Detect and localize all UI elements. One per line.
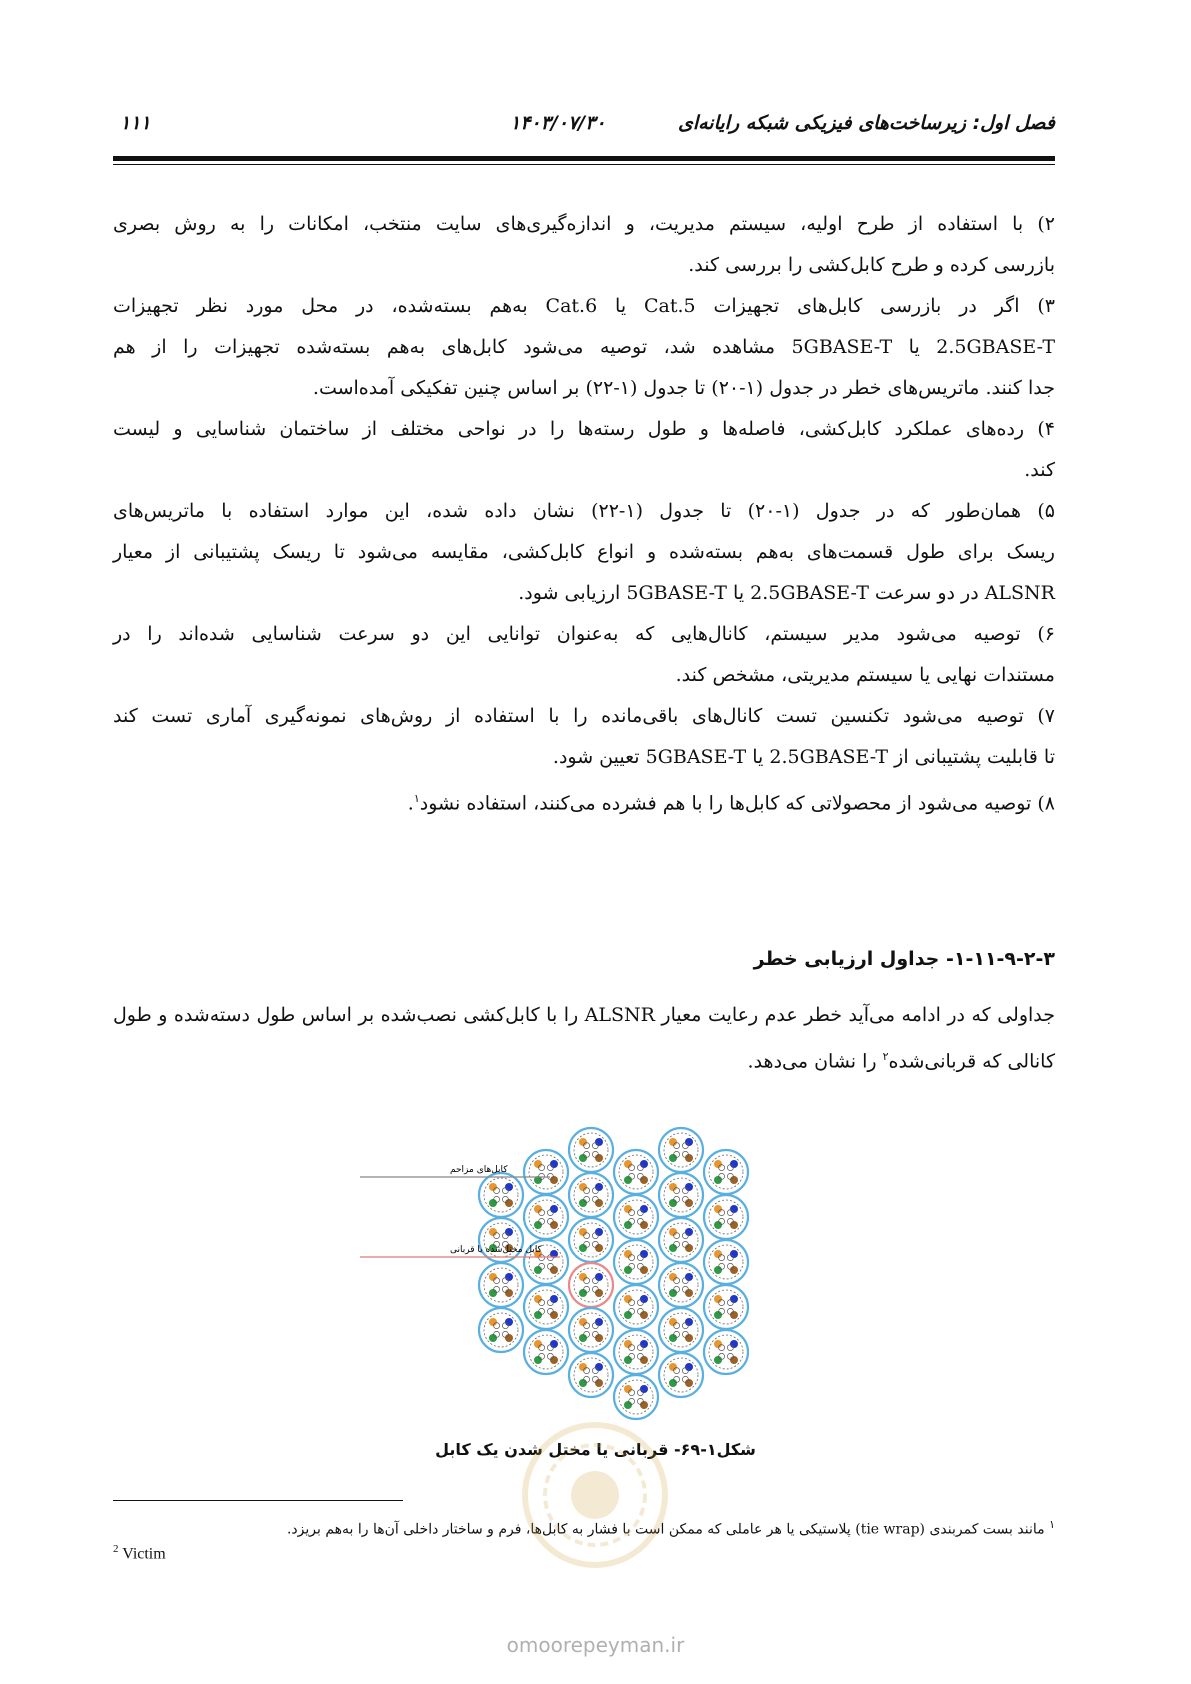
text-line: ریسک برای طول قسمت‌های به‌هم بسته‌شده و انواع کابل‌کشی، مقایسه می‌شود تا ریسک پشتیبانی از معیار: [113, 541, 1055, 563]
cable: [659, 1128, 703, 1172]
victim-cable: [569, 1263, 613, 1307]
list-item: [113, 204, 1055, 286]
footnote-text: مانند بست کمربندی (tie wrap) پلاستیکی یا هر عاملی که ممکن است با فشار به کابل‌ها، فرم و ساختار داخلی آن‌ها را به‌هم بریزد.: [286, 1521, 1045, 1538]
text-line: بازرسی کرده و طرح کابل‌کشی را بررسی کند.: [688, 254, 1055, 276]
header-rule-thick: [113, 156, 1055, 161]
text-line: [113, 1036, 1055, 1082]
text-line: ALSNR در دو سرعت 2.5GBASE-T یا 5GBASE-T ارزیابی شود.: [518, 582, 1055, 604]
cable: [524, 1285, 568, 1329]
cable: [614, 1375, 658, 1419]
cable: [614, 1240, 658, 1284]
list-item: [113, 491, 1055, 614]
cable: [614, 1330, 658, 1374]
callout-victim-label: کابل مختل‌شده یا قربانی: [450, 1245, 542, 1255]
footnote-rule: [113, 1500, 403, 1501]
footnote-2: [113, 1543, 166, 1563]
page-number: ۱۱۱: [120, 112, 151, 134]
cable: [659, 1263, 703, 1307]
figure-caption: شکل۱-۶۹- قربانی یا مختل شدن یک کابل: [435, 1440, 756, 1459]
cable: [569, 1173, 613, 1217]
footnote-ref[interactable]: ۲: [882, 1050, 889, 1063]
item-list: [113, 204, 1055, 824]
cable: [659, 1353, 703, 1397]
text-line: مستندات نهایی یا سیستم مدیریتی، مشخص کند.: [675, 664, 1055, 686]
cable: [704, 1240, 748, 1284]
cable: [524, 1150, 568, 1194]
watermark-url: omoorepeyman.ir: [506, 1633, 685, 1657]
cable: [614, 1150, 658, 1194]
text-fragment: کانالی که قربانی‌شده: [888, 1050, 1055, 1073]
footnote-1: [287, 1518, 1055, 1538]
cable: [569, 1218, 613, 1262]
text-line: ۳) اگر در بازرسی کابل‌های تجهیزات Cat.5 یا Cat.6 به‌هم بسته‌شده، در محل مورد نظر تجهیزات: [113, 295, 1056, 317]
list-item: [113, 778, 1055, 824]
header-rule-thin: [113, 164, 1055, 165]
cable: [569, 1308, 613, 1352]
cable: [659, 1308, 703, 1352]
section-heading: ۱-۱۱-۹-۲-۳- جداول ارزیابی خطر: [753, 948, 1055, 970]
intro-paragraph: [113, 995, 1055, 1082]
watermark-seal: [520, 1420, 670, 1570]
cable: [479, 1173, 523, 1217]
cable: [704, 1195, 748, 1239]
text-line: [113, 778, 1055, 824]
cable: [704, 1150, 748, 1194]
text-line: 2.5GBASE-T یا 5GBASE-T مشاهده شد، توصیه می‌شود کابل‌های به‌هم بسته‌شده تجهیزات را از هم: [113, 336, 1056, 358]
text-line: جداولی که در ادامه می‌آید خطر عدم رعایت معیار ALSNR را با کابل‌کشی نصب‌شده بر اساس طول دسته‌شده و طول: [113, 1004, 1055, 1026]
list-item: [113, 696, 1055, 778]
cable: [479, 1263, 523, 1307]
cable: [524, 1330, 568, 1374]
cable: [614, 1195, 658, 1239]
cable: [614, 1285, 658, 1329]
cable: [569, 1353, 613, 1397]
text-line: تا قابلیت پشتیبانی از 2.5GBASE-T یا 5GBASE-T تعیین شود.: [552, 746, 1055, 768]
callout-aggressor-label: کابل‌های مزاحم: [450, 1165, 508, 1175]
cable: [524, 1195, 568, 1239]
cable-bundle-figure: [360, 1122, 820, 1442]
list-item: [113, 614, 1055, 696]
running-header-title: فصل اول: زیرساخت‌های فیزیکی شبکه رایانه‌ای: [677, 112, 1055, 134]
text-line: جدا کنند. ماتریس‌های خطر در جدول (۱-۲۰) تا جدول (۱-۲۲) بر اساس چنین تفکیکی آمده‌است.: [312, 377, 1055, 399]
footnote-mark: 2: [113, 1543, 119, 1555]
cable: [659, 1173, 703, 1217]
list-item: [113, 286, 1055, 409]
text-fragment: ۸) توصیه می‌شود از محصولاتی که کابل‌ها را با هم فشرده می‌کنند، استفاده نشود: [419, 792, 1055, 815]
cable: [704, 1285, 748, 1329]
cable: [704, 1330, 748, 1374]
text-line: ۴) رده‌های عملکرد کابل‌کشی، فاصله‌ها و طول رسته‌ها را در نواحی مختلف از ساختمان شناسایی و لیست: [113, 418, 1055, 440]
text-fragment: را نشان می‌دهد.: [747, 1050, 883, 1073]
text-line: کند.: [1024, 459, 1055, 481]
text-fragment: .: [407, 792, 414, 815]
text-line: ۷) توصیه می‌شود تکنسین تست کانال‌های باقی‌مانده را با استفاده از روش‌های نمونه‌گیری آماری تست کند: [113, 705, 1055, 727]
running-header-date: ۱۴۰۳/۰۷/۳۰: [510, 112, 606, 134]
footnote-mark: ۱: [1049, 1518, 1055, 1531]
list-item: [113, 409, 1055, 491]
cable: [659, 1218, 703, 1262]
footnote-text: Victim: [122, 1545, 166, 1563]
text-line: ۲) با استفاده از طرح اولیه، سیستم مدیریت، و اندازه‌گیری‌های سایت منتخب، امکانات را به روش بصری: [113, 213, 1055, 235]
text-line: ۵) همان‌طور که در جدول (۱-۲۰) تا جدول (۱-۲۲) نشان داده شده، این موارد استفاده با ماتریس‌های: [113, 500, 1055, 522]
text-line: ۶) توصیه می‌شود مدیر سیستم، کانال‌هایی که به‌عنوان توانایی این دو سرعت شناسایی شده‌اند را در: [113, 623, 1055, 645]
cable: [569, 1128, 613, 1172]
footnote-ref[interactable]: ۱: [413, 792, 420, 805]
cable: [479, 1308, 523, 1352]
cable: [479, 1218, 523, 1262]
cable-bundle: [479, 1128, 748, 1419]
